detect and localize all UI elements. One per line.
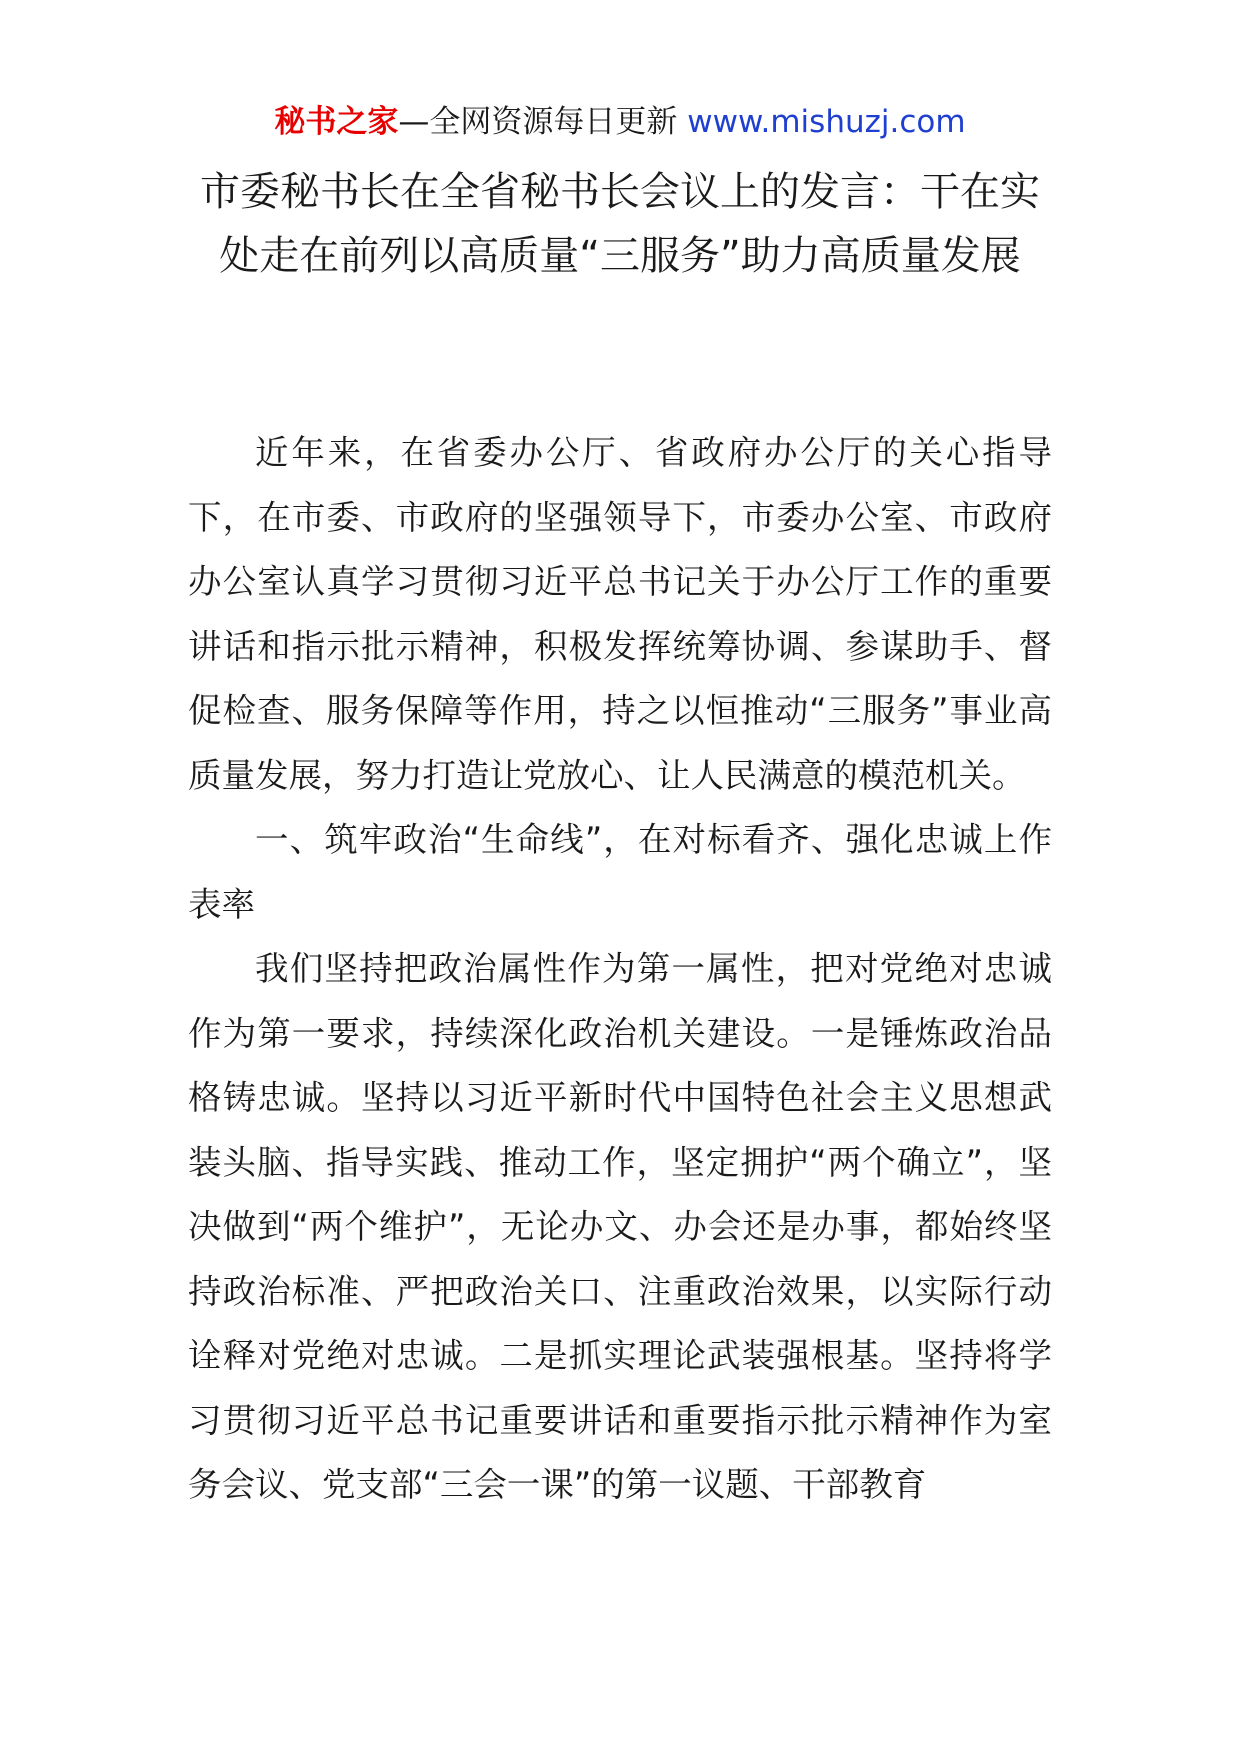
paragraph-section-1: 我们坚持把政治属性作为第一属性，把对党绝对忠诚作为第一要求，持续深化政治机关建设。一是锤炼政治品格铸忠诚。坚持以习近平新时代中国特色社会主义思想武装头脑、指导实践、推动工作，坚定拥护“两个确立”，坚决做到“两个维护”，无论办文、办会还是办事，都始终坚持政治标准、严把政治关口、注重政治效果，以实际行动诠释对党绝对忠诚。二是抓实理论武装强根基。坚持将学习贯彻习近平总书记重要讲话和重要指示批示精神作为室务会议、党支部“三会一课”的第一议题、干部教育 xyxy=(188,949,1052,1504)
site-header xyxy=(0,100,1240,144)
paragraph-intro: 近年来，在省委办公厅、省政府办公厅的关心指导下，在市委、市政府的坚强领导下，市委办公室、市政府办公室认真学习贯彻习近平总书记关于办公厅工作的重要讲话和指示批示精神，积极发挥统筹协调、参谋助手、督促检查、服务保障等作用，持之以恒推动“三服务”事业高质量发展，努力打造让党放心、让人民满意的模范机关。 xyxy=(188,433,1052,795)
site-url-link[interactable]: www.mishuzj.com xyxy=(687,104,966,140)
document-body xyxy=(188,421,1052,1518)
section-heading-1: 一、筑牢政治“生命线”，在对标看齐、强化忠诚上作表率 xyxy=(188,820,1052,924)
site-tagline: —全网资源每日更新 xyxy=(398,104,678,140)
brand-name: 秘书之家 xyxy=(274,104,399,140)
document-title: 市委秘书长在全省秘书长会议上的发言：干在实处走在前列以高质量“三服务”助力高质量发展 xyxy=(200,169,1040,279)
